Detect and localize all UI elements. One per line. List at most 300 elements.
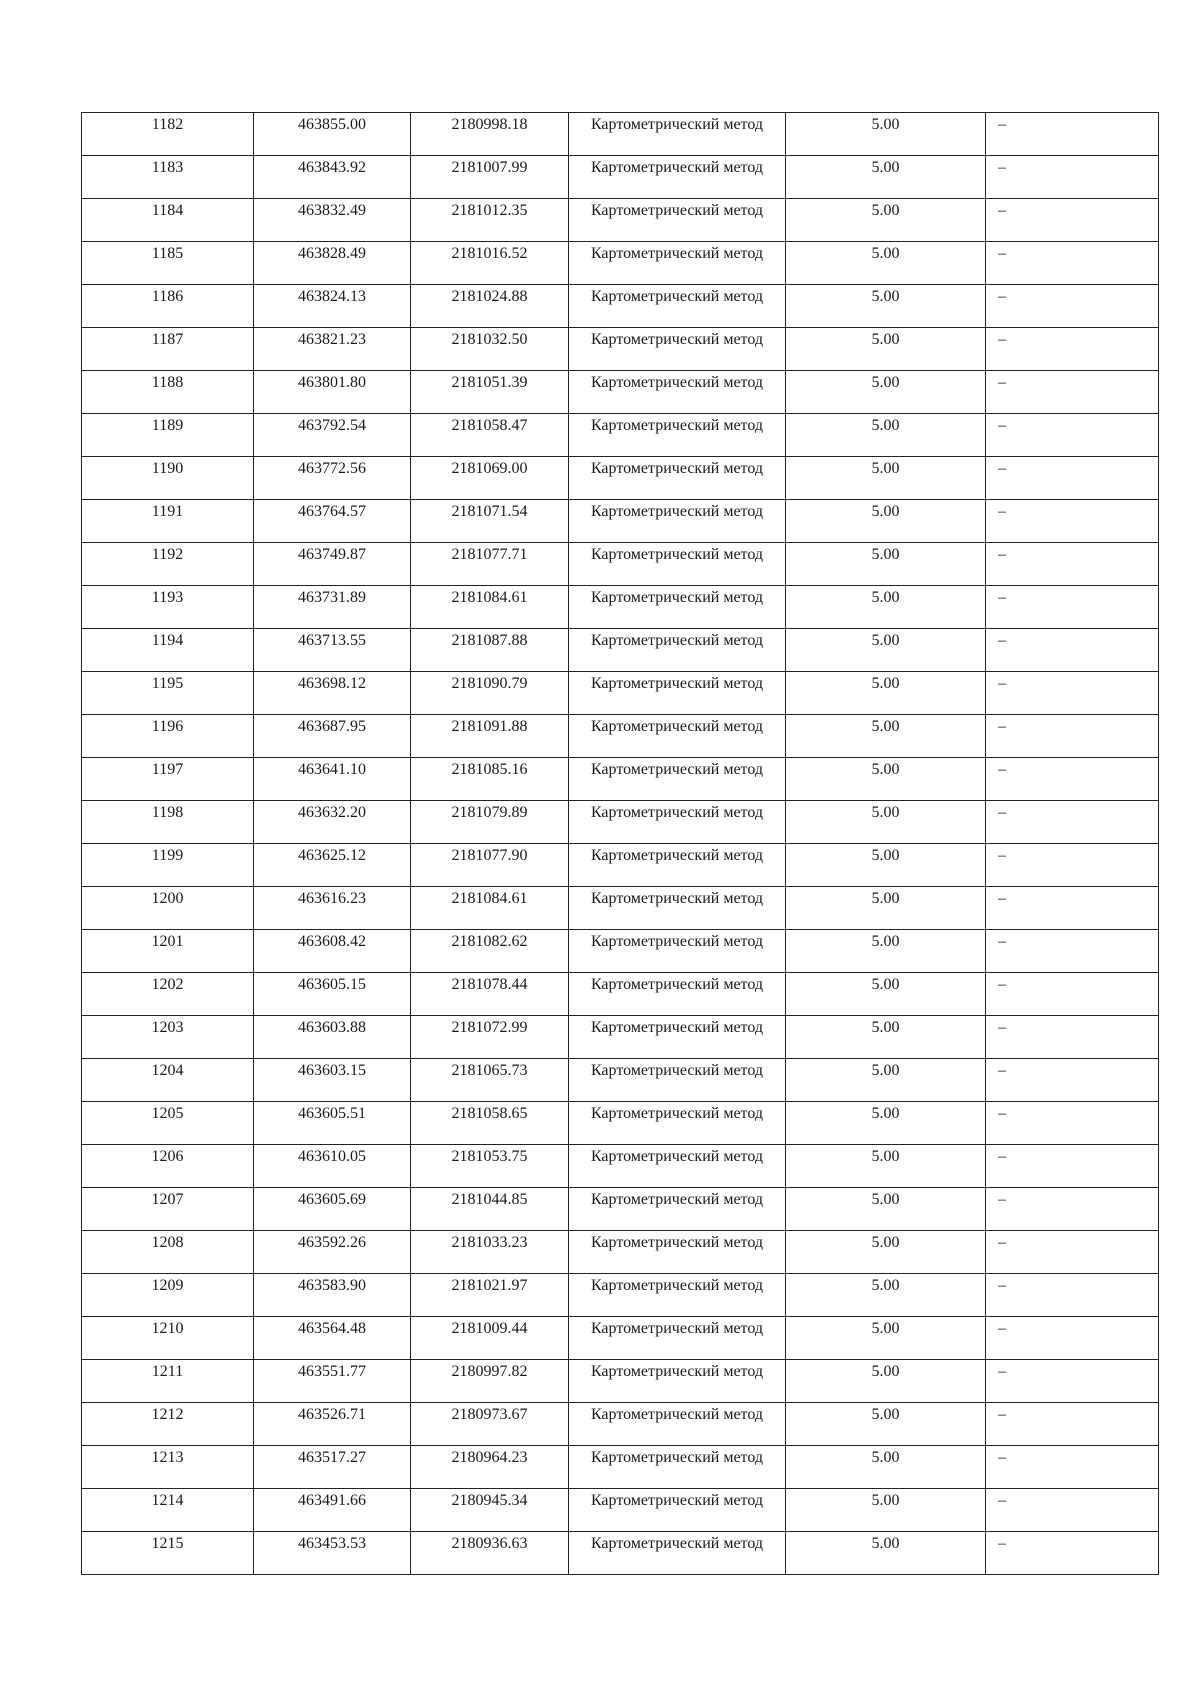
- y-coordinate-cell: [411, 1532, 569, 1575]
- accuracy-cell-text: 5.00: [871, 159, 900, 176]
- method-cell: [569, 457, 786, 500]
- method-cell-text: Картометрический метод: [590, 1191, 764, 1208]
- accuracy-cell: [786, 242, 986, 285]
- accuracy-cell: [786, 1446, 986, 1489]
- point-number-cell: [82, 629, 254, 672]
- accuracy-cell-text: 5.00: [871, 503, 900, 520]
- point-number-cell-text: 1207: [151, 1191, 184, 1208]
- point-number-cell: [82, 156, 254, 199]
- note-cell-text: –: [998, 460, 1006, 477]
- x-coordinate-cell: [254, 1360, 411, 1403]
- accuracy-cell-text: 5.00: [871, 890, 900, 907]
- note-cell: [986, 758, 1159, 801]
- y-coordinate-cell-text: 2181016.52: [451, 245, 528, 262]
- y-coordinate-cell: [411, 1102, 569, 1145]
- table-row: [82, 156, 1159, 199]
- method-cell: [569, 500, 786, 543]
- accuracy-cell-text: 5.00: [871, 116, 900, 133]
- point-number-cell-text: 1215: [151, 1535, 184, 1552]
- point-number-cell: [82, 844, 254, 887]
- x-coordinate-cell-text: 463821.23: [298, 331, 366, 348]
- method-cell: [569, 1188, 786, 1231]
- point-number-cell: [82, 672, 254, 715]
- note-cell: [986, 500, 1159, 543]
- method-cell-text: Картометрический метод: [590, 546, 764, 563]
- y-coordinate-cell: [411, 629, 569, 672]
- method-cell-text: Картометрический метод: [590, 503, 764, 520]
- point-number-cell-text: 1205: [151, 1105, 184, 1122]
- y-coordinate-cell: [411, 715, 569, 758]
- table-row: [82, 113, 1159, 156]
- method-cell: [569, 629, 786, 672]
- y-coordinate-cell: [411, 242, 569, 285]
- method-cell: [569, 887, 786, 930]
- method-cell: [569, 1016, 786, 1059]
- accuracy-cell-text: 5.00: [871, 1363, 900, 1380]
- point-number-cell-text: 1185: [151, 245, 184, 262]
- x-coordinate-cell: [254, 1145, 411, 1188]
- accuracy-cell: [786, 1102, 986, 1145]
- point-number-cell-text: 1206: [151, 1148, 184, 1165]
- point-number-cell: [82, 1532, 254, 1575]
- accuracy-cell: [786, 1059, 986, 1102]
- note-cell-text: –: [998, 632, 1006, 649]
- x-coordinate-cell-text: 463608.42: [298, 933, 366, 950]
- table-row: [82, 1403, 1159, 1446]
- note-cell: [986, 1016, 1159, 1059]
- note-cell-text: –: [998, 1535, 1006, 1552]
- x-coordinate-cell: [254, 1059, 411, 1102]
- method-cell-text: Картометрический метод: [590, 288, 764, 305]
- point-number-cell: [82, 758, 254, 801]
- point-number-cell-text: 1194: [151, 632, 184, 649]
- x-coordinate-cell-text: 463828.49: [298, 245, 366, 262]
- point-number-cell: [82, 543, 254, 586]
- y-coordinate-cell-text: 2181071.54: [451, 503, 528, 520]
- note-cell-text: –: [998, 847, 1006, 864]
- point-number-cell: [82, 414, 254, 457]
- note-cell: [986, 801, 1159, 844]
- x-coordinate-cell: [254, 715, 411, 758]
- table-row: [82, 500, 1159, 543]
- y-coordinate-cell: [411, 930, 569, 973]
- table-row: [82, 887, 1159, 930]
- method-cell-text: Картометрический метод: [590, 1406, 764, 1423]
- table-row: [82, 414, 1159, 457]
- y-coordinate-cell: [411, 1059, 569, 1102]
- note-cell: [986, 156, 1159, 199]
- x-coordinate-cell-text: 463625.12: [298, 847, 366, 864]
- point-number-cell: [82, 1317, 254, 1360]
- point-number-cell-text: 1201: [151, 933, 184, 950]
- note-cell: [986, 414, 1159, 457]
- accuracy-cell: [786, 887, 986, 930]
- method-cell: [569, 586, 786, 629]
- point-number-cell: [82, 500, 254, 543]
- point-number-cell-text: 1192: [151, 546, 184, 563]
- method-cell: [569, 1532, 786, 1575]
- x-coordinate-cell-text: 463526.71: [298, 1406, 366, 1423]
- x-coordinate-cell: [254, 543, 411, 586]
- table-row: [82, 758, 1159, 801]
- x-coordinate-cell-text: 463687.95: [298, 718, 366, 735]
- x-coordinate-cell-text: 463749.87: [298, 546, 366, 563]
- y-coordinate-cell: [411, 199, 569, 242]
- note-cell: [986, 1231, 1159, 1274]
- x-coordinate-cell: [254, 457, 411, 500]
- x-coordinate-cell-text: 463792.54: [298, 417, 366, 434]
- note-cell: [986, 629, 1159, 672]
- y-coordinate-cell: [411, 500, 569, 543]
- method-cell: [569, 758, 786, 801]
- note-cell: [986, 1532, 1159, 1575]
- note-cell: [986, 844, 1159, 887]
- table-row: [82, 328, 1159, 371]
- accuracy-cell: [786, 586, 986, 629]
- method-cell: [569, 844, 786, 887]
- method-cell-text: Картометрический метод: [590, 632, 764, 649]
- table-row: [82, 1446, 1159, 1489]
- y-coordinate-cell-text: 2180945.34: [451, 1492, 528, 1509]
- y-coordinate-cell: [411, 844, 569, 887]
- method-cell: [569, 1102, 786, 1145]
- method-cell: [569, 1317, 786, 1360]
- note-cell-text: –: [998, 116, 1006, 133]
- method-cell: [569, 973, 786, 1016]
- x-coordinate-cell-text: 463610.05: [298, 1148, 366, 1165]
- note-cell-text: –: [998, 976, 1006, 993]
- y-coordinate-cell-text: 2180964.23: [451, 1449, 528, 1466]
- accuracy-cell: [786, 1231, 986, 1274]
- accuracy-cell-text: 5.00: [871, 374, 900, 391]
- method-cell-text: Картометрический метод: [590, 1449, 764, 1466]
- y-coordinate-cell-text: 2181082.62: [451, 933, 528, 950]
- x-coordinate-cell: [254, 629, 411, 672]
- y-coordinate-cell-text: 2180973.67: [451, 1406, 528, 1423]
- x-coordinate-cell: [254, 1274, 411, 1317]
- accuracy-cell-text: 5.00: [871, 288, 900, 305]
- note-cell-text: –: [998, 159, 1006, 176]
- accuracy-cell: [786, 672, 986, 715]
- table-row: [82, 1231, 1159, 1274]
- point-number-cell-text: 1213: [151, 1449, 184, 1466]
- method-cell-text: Картометрический метод: [590, 976, 764, 993]
- table-row: [82, 1532, 1159, 1575]
- method-cell-text: Картометрический метод: [590, 890, 764, 907]
- note-cell: [986, 1403, 1159, 1446]
- note-cell: [986, 1102, 1159, 1145]
- note-cell-text: –: [998, 718, 1006, 735]
- note-cell-text: –: [998, 503, 1006, 520]
- y-coordinate-cell: [411, 285, 569, 328]
- method-cell: [569, 1403, 786, 1446]
- point-number-cell-text: 1188: [151, 374, 184, 391]
- point-number-cell: [82, 1145, 254, 1188]
- x-coordinate-cell-text: 463824.13: [298, 288, 366, 305]
- note-cell-text: –: [998, 1277, 1006, 1294]
- table-row: [82, 1016, 1159, 1059]
- table-row: [82, 801, 1159, 844]
- accuracy-cell-text: 5.00: [871, 804, 900, 821]
- table-row: [82, 285, 1159, 328]
- x-coordinate-cell-text: 463855.00: [298, 116, 366, 133]
- accuracy-cell-text: 5.00: [871, 1234, 900, 1251]
- x-coordinate-cell-text: 463603.88: [298, 1019, 366, 1036]
- note-cell-text: –: [998, 675, 1006, 692]
- note-cell: [986, 457, 1159, 500]
- accuracy-cell: [786, 1489, 986, 1532]
- point-number-cell-text: 1202: [151, 976, 184, 993]
- note-cell-text: –: [998, 589, 1006, 606]
- note-cell-text: –: [998, 1449, 1006, 1466]
- coordinates-table: [81, 112, 1159, 1575]
- point-number-cell-text: 1197: [151, 761, 184, 778]
- accuracy-cell: [786, 1360, 986, 1403]
- x-coordinate-cell-text: 463491.66: [298, 1492, 366, 1509]
- y-coordinate-cell-text: 2181065.73: [451, 1062, 528, 1079]
- point-number-cell: [82, 801, 254, 844]
- x-coordinate-cell-text: 463713.55: [298, 632, 366, 649]
- method-cell-text: Картометрический метод: [590, 847, 764, 864]
- y-coordinate-cell: [411, 1317, 569, 1360]
- y-coordinate-cell: [411, 1360, 569, 1403]
- method-cell-text: Картометрический метод: [590, 1148, 764, 1165]
- point-number-cell-text: 1193: [151, 589, 184, 606]
- x-coordinate-cell-text: 463832.49: [298, 202, 366, 219]
- note-cell: [986, 672, 1159, 715]
- y-coordinate-cell: [411, 1403, 569, 1446]
- x-coordinate-cell: [254, 844, 411, 887]
- accuracy-cell-text: 5.00: [871, 589, 900, 606]
- accuracy-cell: [786, 1532, 986, 1575]
- method-cell: [569, 113, 786, 156]
- y-coordinate-cell-text: 2180997.82: [451, 1363, 528, 1380]
- y-coordinate-cell-text: 2180936.63: [451, 1535, 528, 1552]
- accuracy-cell: [786, 1317, 986, 1360]
- accuracy-cell: [786, 1016, 986, 1059]
- x-coordinate-cell: [254, 1231, 411, 1274]
- y-coordinate-cell-text: 2181024.88: [451, 288, 528, 305]
- method-cell-text: Картометрический метод: [590, 718, 764, 735]
- point-number-cell-text: 1184: [151, 202, 184, 219]
- table-row: [82, 1274, 1159, 1317]
- point-number-cell: [82, 715, 254, 758]
- accuracy-cell: [786, 457, 986, 500]
- accuracy-cell: [786, 500, 986, 543]
- table-row: [82, 1102, 1159, 1145]
- x-coordinate-cell-text: 463605.15: [298, 976, 366, 993]
- point-number-cell: [82, 113, 254, 156]
- table-row: [82, 543, 1159, 586]
- method-cell: [569, 371, 786, 414]
- note-cell: [986, 1317, 1159, 1360]
- y-coordinate-cell: [411, 1231, 569, 1274]
- table-row: [82, 715, 1159, 758]
- note-cell-text: –: [998, 1148, 1006, 1165]
- accuracy-cell: [786, 285, 986, 328]
- y-coordinate-cell-text: 2181078.44: [451, 976, 528, 993]
- y-coordinate-cell: [411, 457, 569, 500]
- accuracy-cell-text: 5.00: [871, 632, 900, 649]
- table-body: [82, 113, 1159, 1575]
- accuracy-cell: [786, 629, 986, 672]
- y-coordinate-cell-text: 2181009.44: [451, 1320, 528, 1337]
- table-row: [82, 930, 1159, 973]
- method-cell: [569, 156, 786, 199]
- y-coordinate-cell-text: 2181053.75: [451, 1148, 528, 1165]
- point-number-cell: [82, 1446, 254, 1489]
- method-cell-text: Картометрический метод: [590, 675, 764, 692]
- method-cell: [569, 543, 786, 586]
- point-number-cell: [82, 887, 254, 930]
- x-coordinate-cell: [254, 199, 411, 242]
- y-coordinate-cell: [411, 973, 569, 1016]
- method-cell-text: Картометрический метод: [590, 202, 764, 219]
- accuracy-cell-text: 5.00: [871, 546, 900, 563]
- note-cell: [986, 887, 1159, 930]
- y-coordinate-cell: [411, 328, 569, 371]
- y-coordinate-cell: [411, 1274, 569, 1317]
- method-cell: [569, 328, 786, 371]
- x-coordinate-cell-text: 463764.57: [298, 503, 366, 520]
- note-cell: [986, 930, 1159, 973]
- note-cell: [986, 715, 1159, 758]
- x-coordinate-cell: [254, 1317, 411, 1360]
- y-coordinate-cell: [411, 113, 569, 156]
- point-number-cell-text: 1195: [151, 675, 184, 692]
- x-coordinate-cell: [254, 328, 411, 371]
- point-number-cell-text: 1190: [151, 460, 184, 477]
- point-number-cell: [82, 1274, 254, 1317]
- note-cell: [986, 113, 1159, 156]
- x-coordinate-cell: [254, 371, 411, 414]
- y-coordinate-cell-text: 2181084.61: [451, 589, 528, 606]
- x-coordinate-cell-text: 463731.89: [298, 589, 366, 606]
- point-number-cell-text: 1210: [151, 1320, 184, 1337]
- point-number-cell-text: 1198: [151, 804, 184, 821]
- method-cell: [569, 1145, 786, 1188]
- accuracy-cell: [786, 113, 986, 156]
- point-number-cell: [82, 285, 254, 328]
- note-cell: [986, 1489, 1159, 1532]
- point-number-cell: [82, 586, 254, 629]
- x-coordinate-cell: [254, 285, 411, 328]
- method-cell-text: Картометрический метод: [590, 1277, 764, 1294]
- point-number-cell-text: 1200: [151, 890, 184, 907]
- note-cell: [986, 328, 1159, 371]
- point-number-cell: [82, 199, 254, 242]
- note-cell: [986, 371, 1159, 414]
- y-coordinate-cell: [411, 1016, 569, 1059]
- method-cell-text: Картометрический метод: [590, 1363, 764, 1380]
- y-coordinate-cell: [411, 1188, 569, 1231]
- accuracy-cell: [786, 973, 986, 1016]
- accuracy-cell-text: 5.00: [871, 847, 900, 864]
- accuracy-cell-text: 5.00: [871, 675, 900, 692]
- accuracy-cell-text: 5.00: [871, 1019, 900, 1036]
- x-coordinate-cell: [254, 1102, 411, 1145]
- x-coordinate-cell-text: 463517.27: [298, 1449, 366, 1466]
- y-coordinate-cell-text: 2181085.16: [451, 761, 528, 778]
- method-cell-text: Картометрический метод: [590, 1019, 764, 1036]
- x-coordinate-cell: [254, 1403, 411, 1446]
- accuracy-cell-text: 5.00: [871, 1105, 900, 1122]
- point-number-cell-text: 1211: [151, 1363, 184, 1380]
- x-coordinate-cell: [254, 242, 411, 285]
- accuracy-cell-text: 5.00: [871, 1148, 900, 1165]
- x-coordinate-cell-text: 463698.12: [298, 675, 366, 692]
- accuracy-cell-text: 5.00: [871, 331, 900, 348]
- point-number-cell-text: 1196: [151, 718, 184, 735]
- point-number-cell: [82, 973, 254, 1016]
- accuracy-cell-text: 5.00: [871, 1535, 900, 1552]
- note-cell-text: –: [998, 1105, 1006, 1122]
- point-number-cell-text: 1208: [151, 1234, 184, 1251]
- table-row: [82, 1360, 1159, 1403]
- note-cell: [986, 1059, 1159, 1102]
- point-number-cell: [82, 1360, 254, 1403]
- table-row: [82, 457, 1159, 500]
- point-number-cell-text: 1214: [151, 1492, 184, 1509]
- accuracy-cell: [786, 1403, 986, 1446]
- note-cell-text: –: [998, 1363, 1006, 1380]
- x-coordinate-cell-text: 463641.10: [298, 761, 366, 778]
- note-cell-text: –: [998, 1191, 1006, 1208]
- note-cell-text: –: [998, 1406, 1006, 1423]
- note-cell-text: –: [998, 417, 1006, 434]
- accuracy-cell: [786, 1145, 986, 1188]
- method-cell: [569, 285, 786, 328]
- y-coordinate-cell-text: 2181077.90: [451, 847, 528, 864]
- point-number-cell-text: 1186: [151, 288, 184, 305]
- point-number-cell-text: 1204: [151, 1062, 184, 1079]
- table-row: [82, 586, 1159, 629]
- note-cell-text: –: [998, 546, 1006, 563]
- point-number-cell: [82, 1489, 254, 1532]
- y-coordinate-cell-text: 2181058.65: [451, 1105, 528, 1122]
- x-coordinate-cell: [254, 1188, 411, 1231]
- point-number-cell-text: 1182: [151, 116, 184, 133]
- point-number-cell-text: 1189: [151, 417, 184, 434]
- accuracy-cell: [786, 414, 986, 457]
- method-cell: [569, 672, 786, 715]
- note-cell: [986, 1188, 1159, 1231]
- y-coordinate-cell-text: 2181051.39: [451, 374, 528, 391]
- x-coordinate-cell: [254, 1446, 411, 1489]
- note-cell: [986, 1360, 1159, 1403]
- method-cell-text: Картометрический метод: [590, 417, 764, 434]
- accuracy-cell-text: 5.00: [871, 1449, 900, 1466]
- x-coordinate-cell-text: 463772.56: [298, 460, 366, 477]
- accuracy-cell-text: 5.00: [871, 933, 900, 950]
- table-row: [82, 1059, 1159, 1102]
- note-cell: [986, 242, 1159, 285]
- point-number-cell: [82, 1102, 254, 1145]
- method-cell-text: Картометрический метод: [590, 331, 764, 348]
- method-cell: [569, 1489, 786, 1532]
- y-coordinate-cell-text: 2181091.88: [451, 718, 528, 735]
- note-cell: [986, 973, 1159, 1016]
- point-number-cell: [82, 1403, 254, 1446]
- method-cell-text: Картометрический метод: [590, 1320, 764, 1337]
- point-number-cell: [82, 930, 254, 973]
- y-coordinate-cell: [411, 156, 569, 199]
- x-coordinate-cell: [254, 586, 411, 629]
- x-coordinate-cell-text: 463551.77: [298, 1363, 366, 1380]
- accuracy-cell: [786, 758, 986, 801]
- table-row: [82, 844, 1159, 887]
- method-cell-text: Картометрический метод: [590, 374, 764, 391]
